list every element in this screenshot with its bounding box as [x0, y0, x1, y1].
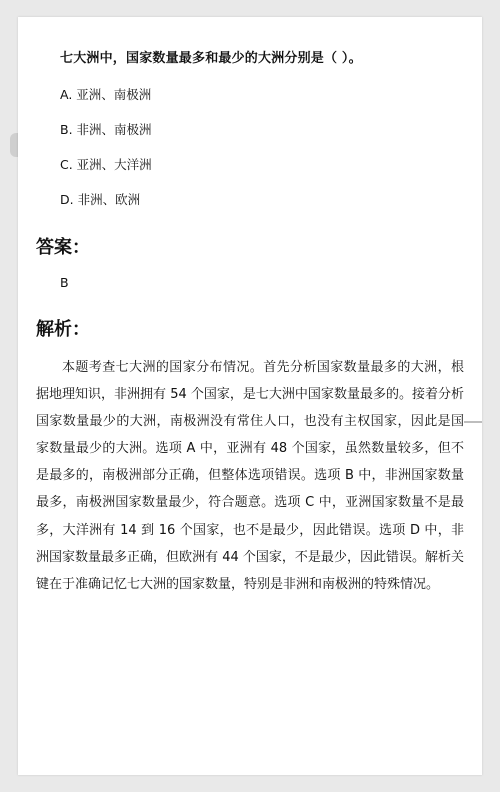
analysis-heading: 解析： — [36, 319, 90, 340]
answer-heading: 答案： — [36, 237, 90, 258]
option-c: C. 亚洲、大洋洲 — [60, 157, 152, 172]
analysis-body: 本题考查七大洲的国家分布情况。首先分析国家数量最多的大洲，根据地理知识，非洲拥有 54 个国家，是七大洲中国家数量最多的。接着分析国家数量最少的大洲，南极洲没有常住人口，也没有主权国家，因此是国家数量最少的大洲。选项 A 中，亚洲有 48 个国家，虽然数量较多，但不是最多的，南极洲部分正确，但整体选项错误。选项 B 中，非洲国家数量最多，南极洲国家数量最少，符合题意。选项 C 中，亚洲国家数量不是最多，大洋洲有 14 到 16 个国家，也不是最少，因此错误。选项 D 中，非洲国家数量最多正确，但欧洲有 44 个国家，不是最少，因此错误。解析关键在于准确记忆七大洲的国家数量，特别是非洲和南极洲的特殊情况。 — [36, 360, 464, 592]
question-text: 七大洲中，国家数量最多和最少的大洲分别是（ ）。 — [60, 51, 362, 66]
option-a: A. 亚洲、南极洲 — [60, 87, 152, 102]
option-list — [60, 86, 152, 226]
option-b: B. 非洲、南极洲 — [60, 122, 152, 137]
option-d: D. 非洲、欧洲 — [60, 192, 141, 207]
page-edge-line — [464, 421, 482, 423]
answer-value: B — [60, 275, 69, 290]
